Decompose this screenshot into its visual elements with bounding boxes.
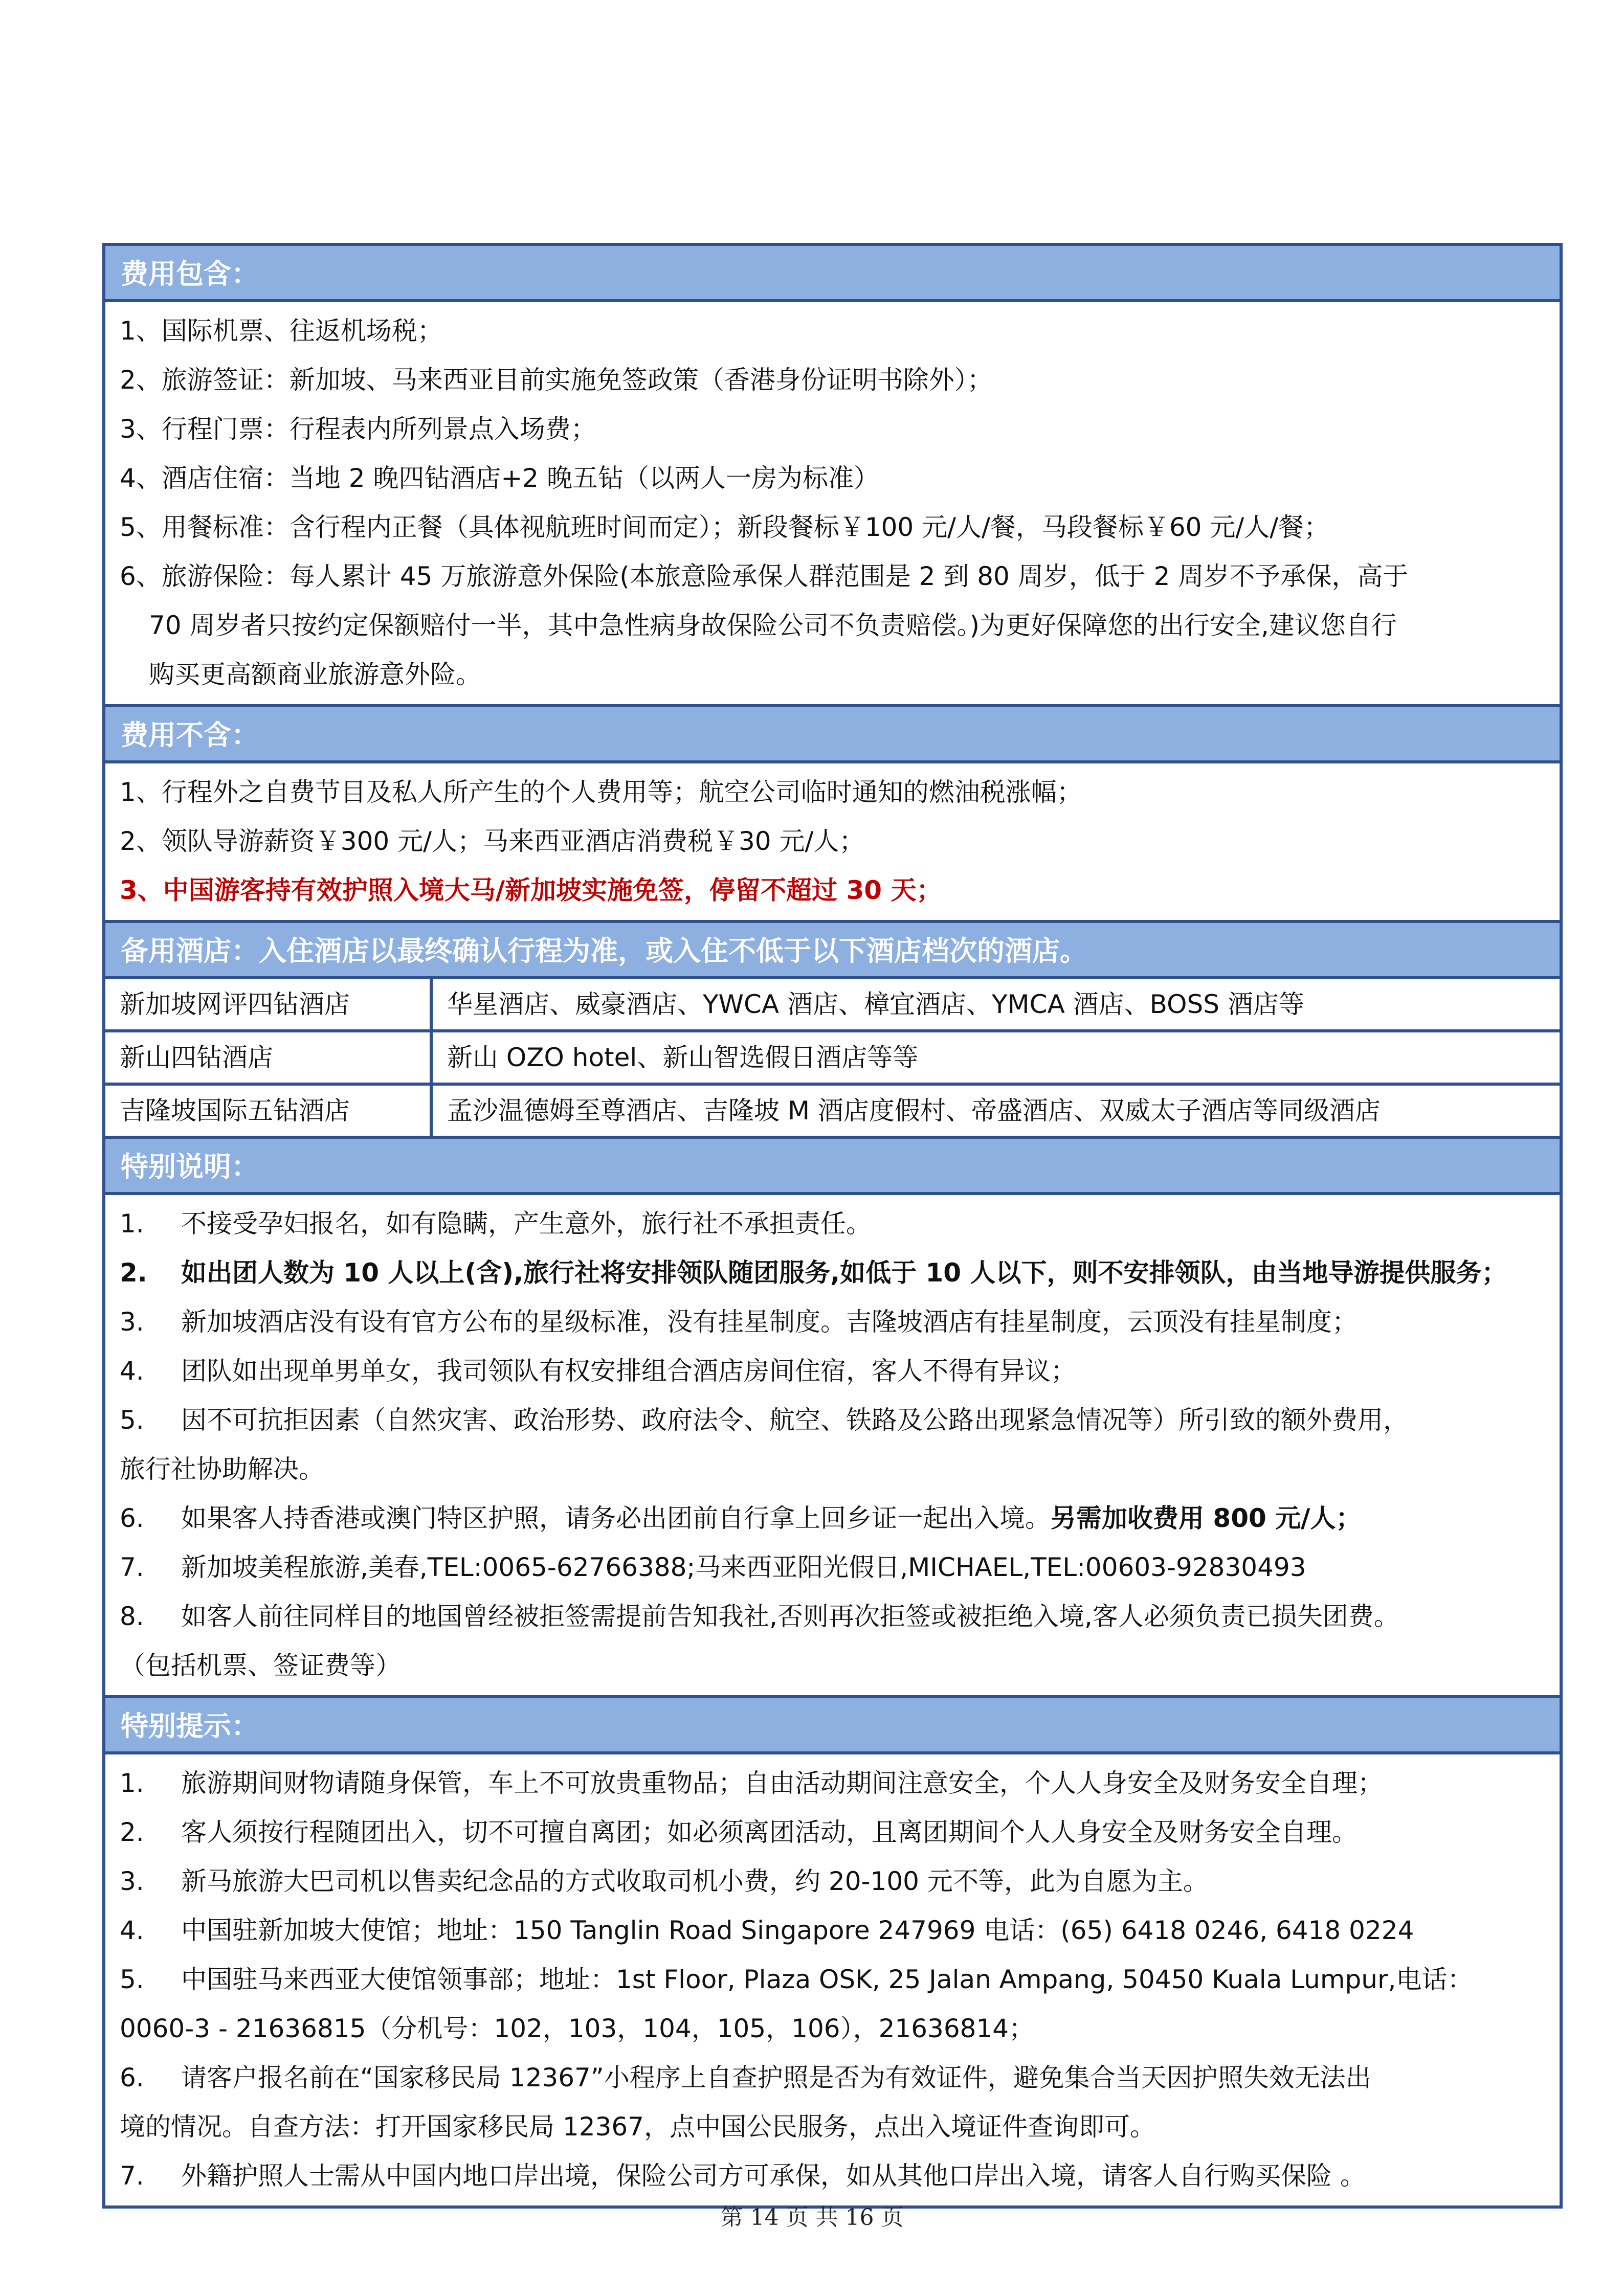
- hotel-list: 孟沙温德姆至尊酒店、吉隆坡 M 酒店度假村、帝盛酒店、双威太子酒店等同级酒店: [447, 1096, 1381, 1126]
- list-item: 4. 团队如出现单男单女，我司领队有权安排组合酒店房间住宿，客人不得有异议；: [120, 1356, 1076, 1386]
- list-item-continuation: （包括机票、签证费等）: [120, 1651, 401, 1680]
- list-item: 2. 如出团人数为 10 人以上(含),旅行社将安排领队随团服务,如低于 10 人以下，则不安排领队，由当地导游提供服务；: [120, 1258, 1507, 1288]
- hotel-category: 新加坡网评四钻酒店: [105, 979, 433, 1029]
- list-item: 3. 新加坡酒店没有设有官方公布的星级标准，没有挂星制度。吉隆坡酒店有挂星制度，云顶没有挂星制度；: [120, 1307, 1358, 1337]
- special-tips-list: [105, 1754, 1560, 2205]
- list-item: 1、行程外之自费节目及私人所产生的个人费用等；航空公司临时通知的燃油税涨幅；: [120, 777, 1082, 807]
- list-item: 7. 外籍护照人士需从中国内地口岸出境，保险公司方可承保，如从其他口岸出入境，请客人自行购买保险 。: [120, 2161, 1366, 2191]
- list-item: 4. 中国驻新加坡大使馆；地址：150 Tanglin Road Singapore 247969 电话：(65) 6418 0246, 6418 0224: [120, 1916, 1414, 1945]
- section-header-hotels: 备用酒店：入住酒店以最终确认行程为准，或入住不低于以下酒店档次的酒店。: [105, 923, 1560, 979]
- list-item: 6、旅游保险：每人累计 45 万旅游意外保险(本旅意险承保人群范围是 2 到 80 周岁，低于 2 周岁不予承保，高于: [120, 561, 1409, 591]
- list-item: 1. 旅游期间财物请随身保管，车上不可放贵重物品；自由活动期间注意安全，个人人身安全及财务安全自理；: [120, 1768, 1383, 1798]
- section-header-fees-included: 费用包含：: [105, 246, 1560, 302]
- fees-included-list: [105, 302, 1560, 707]
- list-item-continuation: 70 周岁者只按约定保额赔付一半，其中急性病身故保险公司不负责赔偿。)为更好保障您的出行安全,建议您自行: [149, 611, 1397, 640]
- list-item: 8. 如客人前往同样目的地国曾经被拒签需提前告知我社,否则再次拒签或被拒绝入境,客人必须负责已损失团费。: [120, 1602, 1399, 1631]
- special-notes-list: [105, 1195, 1560, 1698]
- hotel-list: 新山 OZO hotel、新山智选假日酒店等等: [447, 1043, 919, 1072]
- list-item: 7. 新加坡美程旅游,美春,TEL:0065-62766388;马来西亚阳光假日,MICHAEL,TEL:00603-92830493: [120, 1552, 1306, 1582]
- hotel-list: 华星酒店、威豪酒店、YWCA 酒店、樟宜酒店、YMCA 酒店、BOSS 酒店等: [447, 989, 1304, 1019]
- list-item-continuation: 境的情况。自查方法：打开国家移民局 12367，点中国公民服务，点出入境证件查询即可。: [120, 2112, 1155, 2142]
- list-item: 2. 客人须按行程随团出入，切不可擅自离团；如必须离团活动，且离团期间个人人身安全及财务安全自理。: [120, 1817, 1358, 1847]
- list-item: 3、行程门票：行程表内所列景点入场费；: [120, 414, 596, 444]
- list-item-continuation: 购买更高额商业旅游意外险。: [149, 660, 481, 689]
- hotel-row: [105, 1032, 1560, 1086]
- section-header-special-tips: 特别提示：: [105, 1698, 1560, 1754]
- list-item: 3. 新马旅游大巴司机以售卖纪念品的方式收取司机小费，约 20-100 元不等，此为自愿为主。: [120, 1866, 1209, 1896]
- list-item-continuation: 0060-3 - 21636815（分机号：102，103，104，105，106），21636814；: [120, 2014, 1035, 2043]
- hotel-category: 吉隆坡国际五钻酒店: [105, 1086, 433, 1136]
- list-item: 5. 因不可抗拒因素（自然灾害、政治形势、政府法令、航空、铁路及公路出现紧急情况等）所引致的额外费用，: [120, 1405, 1409, 1435]
- list-item-highlight: 3、中国游客持有效护照入境大马/新加坡实施免签，停留不超过 30 天；: [120, 875, 942, 905]
- hotel-row: [105, 979, 1560, 1032]
- hotel-row: [105, 1086, 1560, 1139]
- list-item: 1、国际机票、往返机场税；: [120, 316, 443, 346]
- list-item: 2、领队导游薪资￥300 元/人；马来西亚酒店消费税￥30 元/人；: [120, 826, 865, 856]
- list-item: 4、酒店住宿：当地 2 晚四钻酒店+2 晚五钻（以两人一房为标准）: [120, 463, 880, 493]
- hotel-category: 新山四钻酒店: [105, 1032, 433, 1083]
- list-item: 2、旅游签证：新加坡、马来西亚目前实施免签政策（香港身份证明书除外）；: [120, 365, 993, 395]
- list-item: 6. 如果客人持香港或澳门特区护照，请务必出团前自行拿上回乡证一起出入境。另需加收费用 800 元/人；: [120, 1503, 1362, 1533]
- section-header-special-notes: 特别说明：: [105, 1139, 1560, 1195]
- list-item: 6. 请客户报名前在“国家移民局 12367”小程序上自查护照是否为有效证件，避免集合当天因护照失效无法出: [120, 2063, 1371, 2092]
- list-item: 1. 不接受孕妇报名，如有隐瞒，产生意外，旅行社不承担责任。: [120, 1209, 872, 1239]
- fees-excluded-list: [105, 763, 1560, 923]
- section-header-fees-excluded: 费用不含：: [105, 707, 1560, 763]
- list-item-continuation: 旅行社协助解决。: [120, 1454, 324, 1484]
- document-table: [102, 243, 1563, 2209]
- list-item: 5. 中国驻马来西亚大使馆领事部；地址：1st Floor, Plaza OSK, 25 Jalan Ampang, 50450 Kuala Lumpur,电话：: [120, 1965, 1473, 1994]
- page-number: 第 14 页 共 16 页: [720, 2204, 904, 2231]
- list-item: 5、用餐标准：含行程内正餐（具体视航班时间而定）；新段餐标￥100 元/人/餐，马段餐标￥60 元/人/餐；: [120, 512, 1330, 542]
